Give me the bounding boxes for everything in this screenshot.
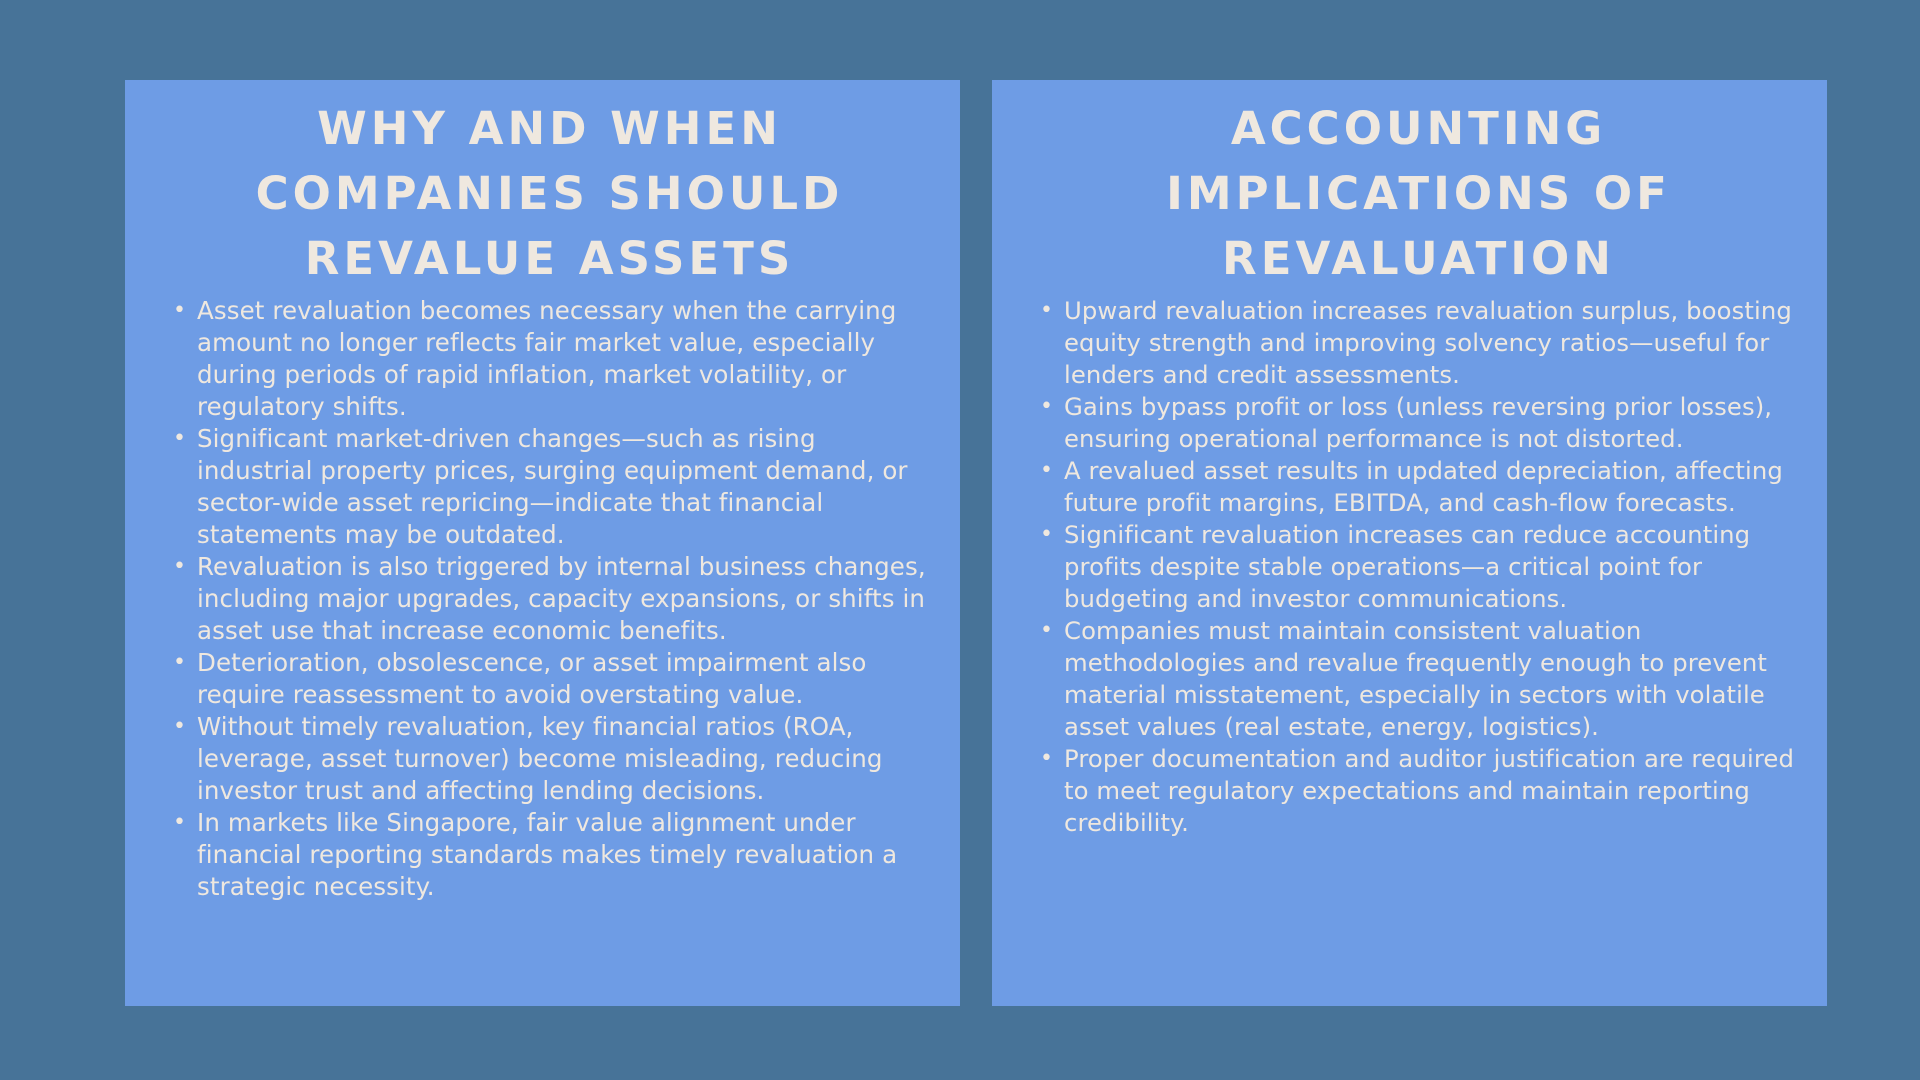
list-item: • In markets like Singapore, fair value alignment under financial reporting standards makes timely revaluation a strategic necessity. [173, 807, 926, 903]
panel-why-when-revalue [125, 80, 960, 1006]
list-item: • A revalued asset results in updated depreciation, affecting future profit margins, EBITDA, and cash-flow forecasts. [1040, 455, 1797, 519]
list-item: • Significant market-driven changes—such as rising industrial property prices, surging equipment demand, or sector-wide asset repricing—indicate that financial statements may be outdated. [173, 423, 926, 551]
list-item: • Without timely revaluation, key financial ratios (ROA, leverage, asset turnover) become misleading, reducing investor trust and affecting lending decisions. [173, 711, 926, 807]
bullet-list [173, 295, 926, 903]
panel-title: WHY AND WHEN COMPANIES SHOULD REVALUE ASSETS [255, 102, 844, 285]
list-item: • Significant revaluation increases can reduce accounting profits despite stable operations—a critical point for budgeting and investor communications. [1040, 519, 1797, 615]
list-item: • Companies must maintain consistent valuation methodologies and revalue frequently enough to prevent material misstatement, especially in sectors with volatile asset values (real estate, energy, logistics). [1040, 615, 1797, 743]
list-item: • Upward revaluation increases revaluation surplus, boosting equity strength and improving solvency ratios—useful for lenders and credit assessments. [1040, 295, 1797, 391]
bullet-list [1040, 295, 1797, 839]
list-item: • Gains bypass profit or loss (unless reversing prior losses), ensuring operational performance is not distorted. [1040, 391, 1797, 455]
list-item: • Proper documentation and auditor justification are required to meet regulatory expectations and maintain reporting credibility. [1040, 743, 1797, 839]
list-item: • Revaluation is also triggered by internal business changes, including major upgrades, capacity expansions, or shifts in asset use that increase economic benefits. [173, 551, 926, 647]
list-item: • Asset revaluation becomes necessary when the carrying amount no longer reflects fair market value, especially during periods of rapid inflation, market volatility, or regulatory shifts. [173, 295, 926, 423]
list-item: • Deterioration, obsolescence, or asset impairment also require reassessment to avoid overstating value. [173, 647, 926, 711]
panel-accounting-implications [992, 80, 1827, 1006]
panel-title: ACCOUNTING IMPLICATIONS OF REVALUATION [1166, 102, 1671, 285]
